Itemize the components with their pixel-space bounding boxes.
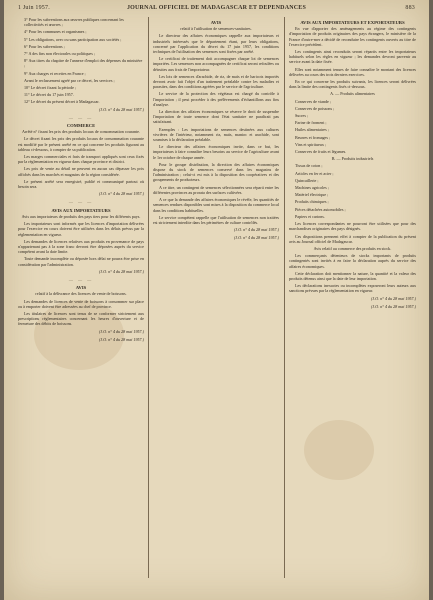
- list-item: Farine de froment ;: [295, 120, 327, 126]
- paragraph: En ce qui concerne les produits suivants, les licences seront délivrées dans la limite des contingents fixés ci-dessous.: [289, 79, 416, 90]
- paragraph: Le directeur des affaires économiques invite, dans ce but, les importateurs à faire connaître leurs besoins au service de l'agriculture avant le 1er octobre de chaque année.: [153, 144, 279, 160]
- list-item: 12° Le décret du présent décret à Madagascar.: [24, 99, 100, 105]
- list-item: Beurres et fromages ;: [295, 134, 331, 140]
- jo-reference: (J.O. n° 4 du 28 mai 1957.): [99, 191, 144, 197]
- paragraph: Les déclarations inexactes ou incomplètes exposeront leurs auteurs aux sanctions prévues par la réglementation en vigueur.: [289, 283, 416, 294]
- list-item: 10° Le décret fixant la période ;: [24, 85, 77, 91]
- paragraph: Les licences correspondantes ne pourront être utilisées que pour des marchandises originaires des pays désignés.: [289, 221, 416, 232]
- paragraph: Toute demande incomplète ou déposée hors délai ne pourra être prise en considération par l'administration.: [18, 256, 144, 267]
- jo-reference: (J.O. n° 4 du 28 mai 1957.): [99, 268, 144, 274]
- paragraph: A ce que la demande des affaires économiques le révèle, les quantités de semences rendues disponibles sont mises à la disposition du commerce local dans les conditions habituelles.: [153, 197, 279, 213]
- paragraph: A ce titre, un contingent de semences sélectionnées sera réparti entre les différentes provinces au prorata des surfaces cultivées.: [153, 184, 279, 195]
- list-item: 8° Aux titres du chapitre de l'annexe d'emploi des dépenses du ministère ;: [24, 58, 143, 69]
- list-item: 5° Les obligations, avec ou sans participation aux sociétés ;: [24, 36, 122, 42]
- header-date: 1 Juin 1957.: [18, 5, 50, 11]
- section-subtitle: relatif à la délivrance des licences de vente de boissons.: [35, 291, 127, 297]
- jo-reference: (J.O. n° 4 du 28 mai 1957.): [99, 328, 144, 334]
- list-item: Quincaillerie ;: [295, 177, 319, 183]
- header-title: JOURNAL OFFICIEL DE MADAGASCAR ET DEPENDANCES: [126, 5, 307, 11]
- paragraph: Pour le groupe distribution, la direction des affaires économiques dispose du stock de semences conservé dans les magasins de l'administration ; celui-ci est mis à la disposition des coopératives et des groupements de producteurs.: [153, 161, 279, 183]
- list-item: Papiers et cartons.: [295, 213, 325, 219]
- list-item: 3° Pour les subventions aux œuvres publiques concernant les collectivités et œuvres ;: [24, 17, 124, 28]
- paragraph: Le certificat de traitement doit accompagner chaque lot de semences importées. Les semences non accompagnées de certificat seront refoulées ou détruites aux frais de l'importateur.: [153, 56, 279, 72]
- list-item: Articles en fer et acier ;: [295, 170, 334, 176]
- list-heading: A. — Produits alimentaires: [330, 91, 375, 97]
- paragraph: Les demandes de licences de vente de boissons à consommer sur place ou à emporter doivent être adressées au chef de province.: [18, 298, 144, 309]
- list-item: 9° Aux charges et recettes en France ;: [24, 70, 86, 76]
- list-item: Pièces détachées automobiles ;: [295, 206, 346, 212]
- column-rule: [284, 17, 285, 578]
- paragraph: Les commerçants détenteurs de stocks importants de produits contingentés sont invités à en faire la déclaration auprès du service des affaires économiques.: [289, 253, 416, 269]
- paragraph: Le service de la protection des végétaux est chargé du contrôle à l'importation ; il peut procéder à des prélèvements d'échantillons aux fins d'analyse.: [153, 91, 279, 107]
- section-heading: AVIS: [75, 285, 87, 291]
- section-separator: — — —: [68, 276, 94, 282]
- page-header: [18, 5, 415, 15]
- paragraph: Les lots de semences d'arachide, de riz, de maïs et de haricots importés devront avoir fait l'objet d'un traitement préalable contre les maladies et parasites, dans des conditions agréées par le service de l'agriculture.: [153, 73, 279, 90]
- paragraph: Le présent arrêté sera enregistré, publié et communiqué partout où besoin sera.: [18, 178, 144, 190]
- page-number: 883: [405, 5, 415, 11]
- jo-reference: (J.O. n° 4 du 28 mai 1957.): [371, 303, 416, 309]
- list-heading: B. — Produits industriels: [331, 156, 374, 162]
- paragraph: Le décret fixant les prix des produits locaux de consommation courante est modifié par le présent arrêté en ce qui concerne les produits figurant au tableau ci-dessous, à compter de sa publication.: [18, 136, 144, 152]
- list-item: Conserves de fruits et légumes.: [295, 149, 347, 155]
- section-subtitle: Avis relatif au commerce des produits en stock.: [313, 245, 392, 251]
- jo-reference: (J.O. n° 4 du 28 mai 1957.): [99, 106, 144, 112]
- paragraph: Les titulaires de licences sont tenus de se conformer strictement aux prescriptions réglementaires concernant les heures d'ouverture et de fermeture des débits de boissons.: [18, 310, 144, 327]
- jo-reference: (J.O. n° 4 du 28 mai 1957.): [371, 295, 416, 301]
- paragraph: La direction des affaires économiques se réserve le droit de suspendre l'importation de toute semence dont l'état sanitaire ne paraîtrait pas satisfaisant.: [153, 109, 279, 125]
- jo-reference: (J.O. n° 4 du 28 mai 1957.): [234, 235, 279, 241]
- paragraph: Les contingents ainsi reconduits seront répartis entre les importateurs habituels selon les règles en vigueur ; les demandes devront parvenir au service avant la date fixée.: [289, 49, 416, 65]
- paragraph: Les marges commerciales et frais de transport appliqués sont ceux fixés par la réglementation en vigueur dans chaque province et district.: [18, 154, 144, 165]
- list-item: Vins et spiritueux ;: [295, 141, 327, 147]
- column-1: [18, 17, 144, 580]
- paragraph: Les prix de vente au détail ne peuvent en aucun cas dépasser les prix affichés dans les marchés et magasins de la région considérée.: [18, 166, 144, 177]
- section-separator: — — —: [68, 114, 94, 120]
- section-heading: AVIS: [210, 20, 222, 25]
- column-2: [153, 17, 279, 580]
- list-item: Tissus de coton ;: [295, 163, 323, 169]
- column-3: [289, 17, 416, 580]
- list-item: 11° Le décret du 17 juin 1957.: [24, 92, 74, 98]
- list-item: Machines agricoles ;: [295, 185, 329, 191]
- list-item: 6° Pour les subventions ;: [24, 43, 65, 49]
- paragraph: Le service compétent rappelle que l'utilisation de semences non traitées est strictement interdite dans les périmètres de culture contrôlés.: [153, 214, 279, 225]
- list-item: Conserves de poissons ;: [295, 105, 335, 111]
- section-heading: AVIS AUX IMPORTATEURS ET EXPORTATEURS: [300, 20, 405, 25]
- list-item: Sucres ;: [295, 113, 309, 119]
- paragraph: Cette déclaration doit mentionner la nature, la quantité et la valeur des produits détenus ainsi que la date de leur importation.: [289, 270, 416, 281]
- jo-reference: (J.O. n° 4 du 28 mai 1957.): [99, 336, 144, 342]
- list-item: Matériel électrique ;: [295, 192, 329, 198]
- list-item: Produits chimiques ;: [295, 199, 329, 205]
- section-subtitle: relatif à l'utilisation de semences-sanitaires.: [180, 26, 252, 32]
- paragraph: Les importateurs sont informés que les licences d'importation délivrées pour l'exercice en cours doivent être utilisées dans les délais prévus par la réglementation en vigueur.: [18, 221, 144, 237]
- section-subtitle: Avis aux importateurs de produits des pays tiers pour les différents pays.: [21, 213, 141, 219]
- jo-reference: (J.O. n° 4 du 28 mai 1957.): [234, 227, 279, 233]
- paragraph: Le directeur des affaires économiques rappelle aux importateurs et industriels intéressés que le département étant, par leurs obligations, concerné par l'application du décret du 17 juin 1957, les conditions techniques de l'utilisation des semences sont fixées par arrêté.: [153, 33, 279, 55]
- section-heading: COMMERCE: [66, 123, 96, 129]
- list-item: 4° Pour les communes et organismes ;: [24, 29, 87, 35]
- paragraph: Exemples : Les importations de semences destinées aux cultures vivrières de l'intérieur, notamment riz, maïs, manioc et arachide, sont soumises à la déclaration préalable.: [153, 126, 279, 143]
- section-heading: AVIS AUX IMPORTATEURS: [51, 207, 111, 213]
- list-item: Conserves de viande ;: [295, 98, 332, 104]
- journal-page: [4, 0, 429, 600]
- paragraph: En vue d'apporter des aménagements au régime des contingents d'importation de produits originaires des pays étrangers, le ministère de la France d'outre-mer a décidé de reconduire les contingents ouverts au titre de l'exercice précédent.: [289, 26, 416, 47]
- section-separator: — — —: [68, 199, 94, 205]
- paragraph: Les demandes de licences relatives aux produits en provenance de pays n'appartenant pas à la zone franc devront être déposées auprès du service compétent avant la date limite.: [18, 238, 144, 255]
- section-subtitle: Arrêté n° fixant les prix des produits locaux de consommation courante.: [22, 129, 140, 135]
- column-rule: [148, 17, 149, 578]
- list-item: Huiles alimentaires ;: [295, 127, 329, 133]
- paragraph: Elles sont notamment tenues de faire connaître le montant des licences délivrées au cours des trois derniers exercices.: [289, 66, 416, 77]
- list-item: Avant le reclassement agréé par ce décret, les services ;: [24, 77, 115, 83]
- list-item: 7° A des fins non électorales ou politiques ;: [24, 51, 95, 57]
- paragraph: Ces dispositions prennent effet à compter de la publication du présent avis au Journal officiel de Madagascar.: [289, 233, 416, 244]
